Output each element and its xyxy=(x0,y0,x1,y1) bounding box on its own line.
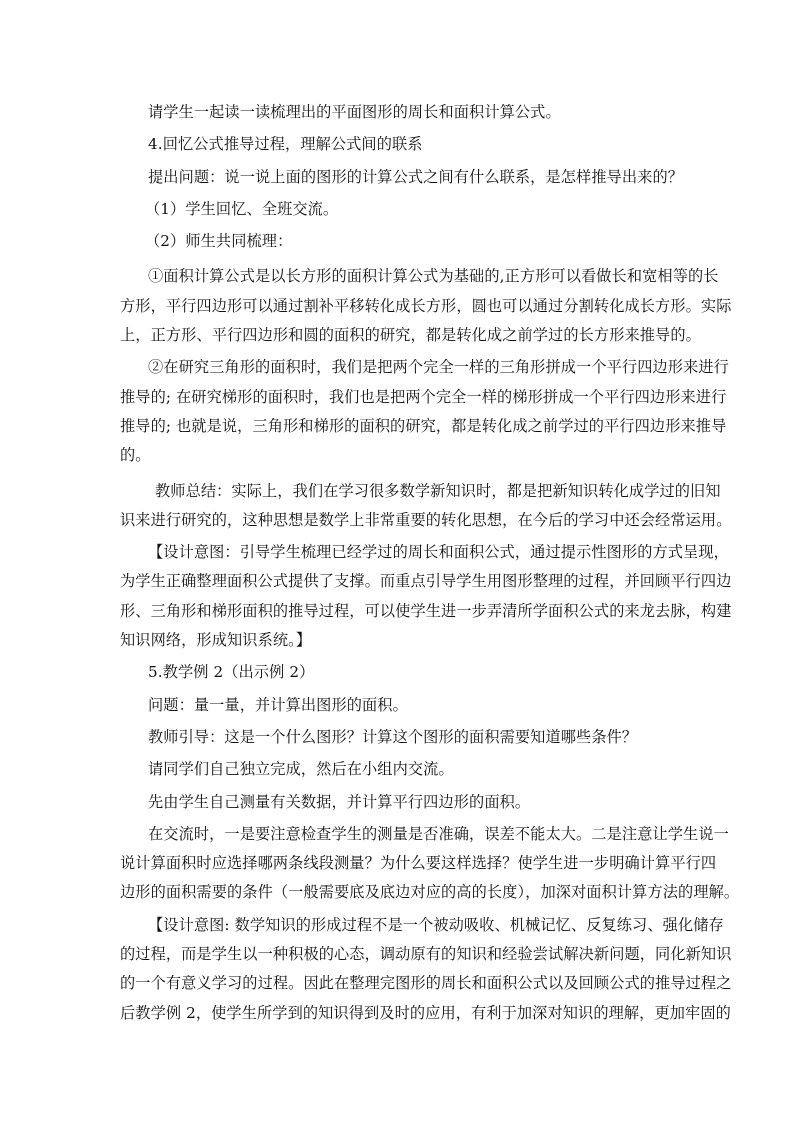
list-item: （1）学生回忆、全班交流。 xyxy=(145,199,339,218)
list-item: （2）师生共同梳理： xyxy=(145,232,293,251)
section-heading: 5.教学例 2（出示例 2） xyxy=(148,663,315,682)
design-intent-note: 的过程，而是学生以一种积极的心态，调动原有的知识和经验尝试解决新问题，同化新知识 xyxy=(120,945,732,964)
design-intent-note: 【设计意图: 数学知识的形成过程不是一个被动吸收、机械记忆、反复练习、强化储存 xyxy=(148,915,724,934)
text-line: 教师总结：实际上，我们在学习很多数学新知识时，都是把新知识转化成学过的旧知 xyxy=(155,481,721,500)
text-line: 上，正方形、平行四边形和圆的面积的研究，都是转化成之前学过的长方形来推导的。 xyxy=(120,326,701,345)
design-intent-note: 后教学例 2，使学生所学到的知识得到及时的应用，有利于加深对知识的理解，更加牢固的 xyxy=(120,1003,731,1022)
text-line: 识来进行研究的，这种思想是数学上非常重要的转化思想，在今后的学习中还会经常运用。 xyxy=(120,510,732,529)
design-intent-note: 知识网络，形成知识系统。】 xyxy=(120,631,312,650)
text-line: 推导的; 在研究梯形的面积时，我们也是把两个完全一样的梯形拼成一个平行四边形来进行 xyxy=(120,387,727,406)
design-intent-note: 【设计意图：引导学生梳理已经学过的周长和面积公式，通过提示性图形的方式呈现， xyxy=(148,543,729,562)
text-line: 的。 xyxy=(120,446,151,465)
text-line: 教师引导：这是一个什么图形？计算这个图形的面积需要知道哪些条件？ xyxy=(148,727,638,746)
text-line: ②在研究三角形的面积时，我们是把两个完全一样的三角形拼成一个平行四边形来进行 xyxy=(148,358,729,377)
design-intent-note: 的一个有意义学习的过程。因此在整理完图形的周长和面积公式以及回顾公式的推导过程之 xyxy=(120,974,732,993)
text-line: 问题：量一量，并计算出图形的面积。 xyxy=(148,695,408,714)
text-line: ①面积计算公式是以长方形的面积计算公式为基础的,正方形可以看做长和宽相等的长 xyxy=(148,267,719,286)
text-line: 提出问题：说一说上面的图形的计算公式之间有什么联系，是怎样推导出来的？ xyxy=(148,167,684,186)
text-line: 在交流时，一是要注意检查学生的测量是否准确，误差不能太大。二是注意让学生说一 xyxy=(148,824,729,843)
text-line: 边形的面积需要的条件（一般需要底及底边对应的高的长度），加深对面积计算方法的理解。 xyxy=(120,883,740,902)
text-line: 请同学们自己独立完成，然后在小组内交流。 xyxy=(148,760,454,779)
design-intent-note: 为学生正确整理面积公式提供了支撑。而重点引导学生用图形整理的过程，并回顾平行四边 xyxy=(120,572,732,591)
text-line: 方形，平行四边形可以通过割补平移转化成长方形，圆也可以通过分割转化成长方形。实际 xyxy=(120,296,732,315)
text-line: 说计算面积时应选择哪两条线段测量？为什么要这样选择？使学生进一步明确计算平行四 xyxy=(120,854,717,873)
text-line: 先由学生自己测量有关数据，并计算平行四边形的面积。 xyxy=(148,792,531,811)
text-line: 请学生一起读一读梳理出的平面图形的周长和面积计算公式。 xyxy=(148,103,561,121)
document-body xyxy=(120,98,740,1028)
text-line: 推导的; 也就是说，三角形和梯形的面积的研究，都是转化成之前学过的平行四边形来推导 xyxy=(120,416,727,435)
section-heading: 4.回忆公式推导过程，理解公式间的联系 xyxy=(148,135,423,154)
design-intent-note: 形、三角形和梯形面积的推导过程，可以使学生进一步弄清所学面积公式的来龙去脉，构建 xyxy=(120,601,732,620)
